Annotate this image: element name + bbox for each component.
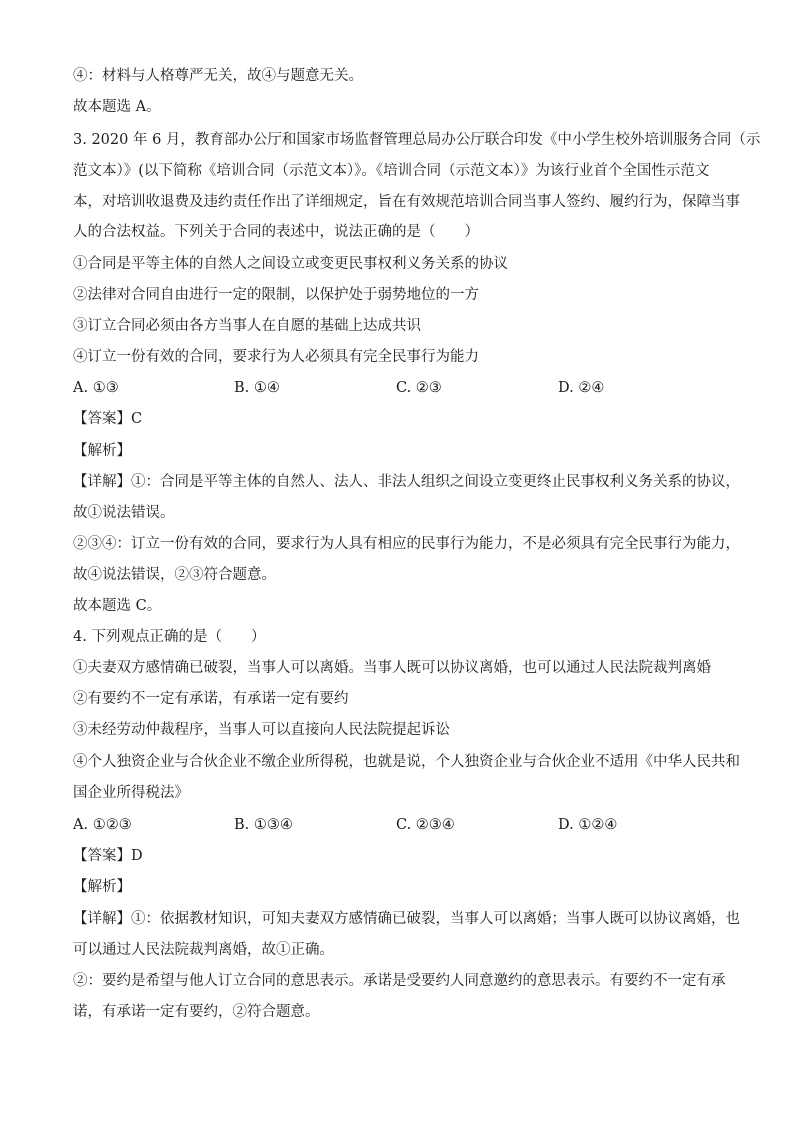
q4-option-d: D. ①②④ [558, 817, 618, 833]
q3-options [73, 378, 733, 398]
q4-item-1: ①夫妻双方感情确已破裂，当事人可以离婚。当事人既可以协议离婚，也可以通过人民法院裁判离婚 [73, 660, 711, 676]
q3-answer: 【答案】C [73, 411, 143, 427]
q3-detail-line-1: 【详解】①：合同是平等主体的自然人、法人、非法人组织之间设立变更终止民事权利义务关系的协议， [73, 474, 740, 490]
q4-item-4-continued: 国企业所得税法》 [73, 785, 189, 801]
q2-final-answer-line: 故本题选 A。 [73, 99, 161, 115]
q3-item-1: ①合同是平等主体的自然人之间设立或变更民事权利义务关系的协议 [73, 256, 508, 272]
q4-option-b: B. ①③④ [234, 817, 293, 833]
q4-option-a: A. ①②③ [73, 817, 132, 833]
q3-option-c: C. ②③ [396, 380, 442, 396]
q4-option-c: C. ②③④ [396, 817, 455, 833]
q2-conclusion-line: ④：材料与人格尊严无关，故④与题意无关。 [73, 68, 363, 84]
q3-detail-line-2: 故①说法错误。 [73, 505, 175, 521]
q4-analysis-label: 【解析】 [73, 879, 131, 895]
q3-stem-line-4: 人的合法权益。下列关于合同的表述中，说法正确的是（ ） [73, 224, 479, 240]
q3-stem-line-1: 3. 2020 年 6 月，教育部办公厅和国家市场监督管理总局办公厅联合印发《中小学生校外培训服务合同（示 [73, 132, 761, 148]
q4-detail-line-2: 可以通过人民法院裁判离婚，故①正确。 [73, 942, 334, 958]
q4-answer: 【答案】D [73, 848, 143, 864]
q4-stem: 4. 下列观点正确的是（ ） [73, 629, 266, 645]
q3-option-d: D. ②④ [558, 380, 605, 396]
q3-detail-line-4: 故④说法错误，②③符合题意。 [73, 567, 276, 583]
q3-item-2: ②法律对合同自由进行一定的限制，以保护处于弱势地位的一方 [73, 287, 479, 303]
q4-detail-line-1: 【详解】①：依据教材知识，可知夫妻双方感情确已破裂，当事人可以离婚；当事人既可以协议离婚，也 [73, 911, 740, 927]
q4-options [73, 815, 733, 835]
q3-option-a: A. ①③ [73, 380, 119, 396]
q3-item-4: ④订立一份有效的合同，要求行为人必须具有完全民事行为能力 [73, 349, 479, 365]
q3-analysis-label: 【解析】 [73, 443, 131, 459]
q4-item-4: ④个人独资企业与合伙企业不缴企业所得税，也就是说，个人独资企业与合伙企业不适用《中华人民共和 [73, 754, 740, 770]
q4-item-3: ③未经劳动仲裁程序，当事人可以直接向人民法院提起诉讼 [73, 722, 450, 738]
q4-detail-line-3: ②：要约是希望与他人订立合同的意思表示。承诺是受要约人同意邀约的意思表示。有要约不一定有承 [73, 973, 726, 989]
q3-stem-line-3: 本，对培训收退费及违约责任作出了详细规定，旨在有效规范培训合同当事人签约、履约行为，保障当事 [73, 194, 740, 210]
q3-option-b: B. ①④ [234, 380, 280, 396]
q3-item-3: ③订立合同必须由各方当事人在自愿的基础上达成共识 [73, 318, 421, 334]
q3-detail-line-3: ②③④：订立一份有效的合同，要求行为人具有相应的民事行为能力，不是必须具有完全民事行为能力， [73, 536, 740, 552]
q4-item-2: ②有要约不一定有承诺，有承诺一定有要约 [73, 691, 349, 707]
q4-detail-line-4: 诺，有承诺一定有要约，②符合题意。 [73, 1004, 320, 1020]
q3-stem-line-2: 范文本）》(以下简称《培训合同（示范文本）》。《培训合同（示范文本）》为该行业首个全国性示范文 [73, 163, 710, 179]
q3-detail-line-5: 故本题选 C。 [73, 598, 162, 614]
